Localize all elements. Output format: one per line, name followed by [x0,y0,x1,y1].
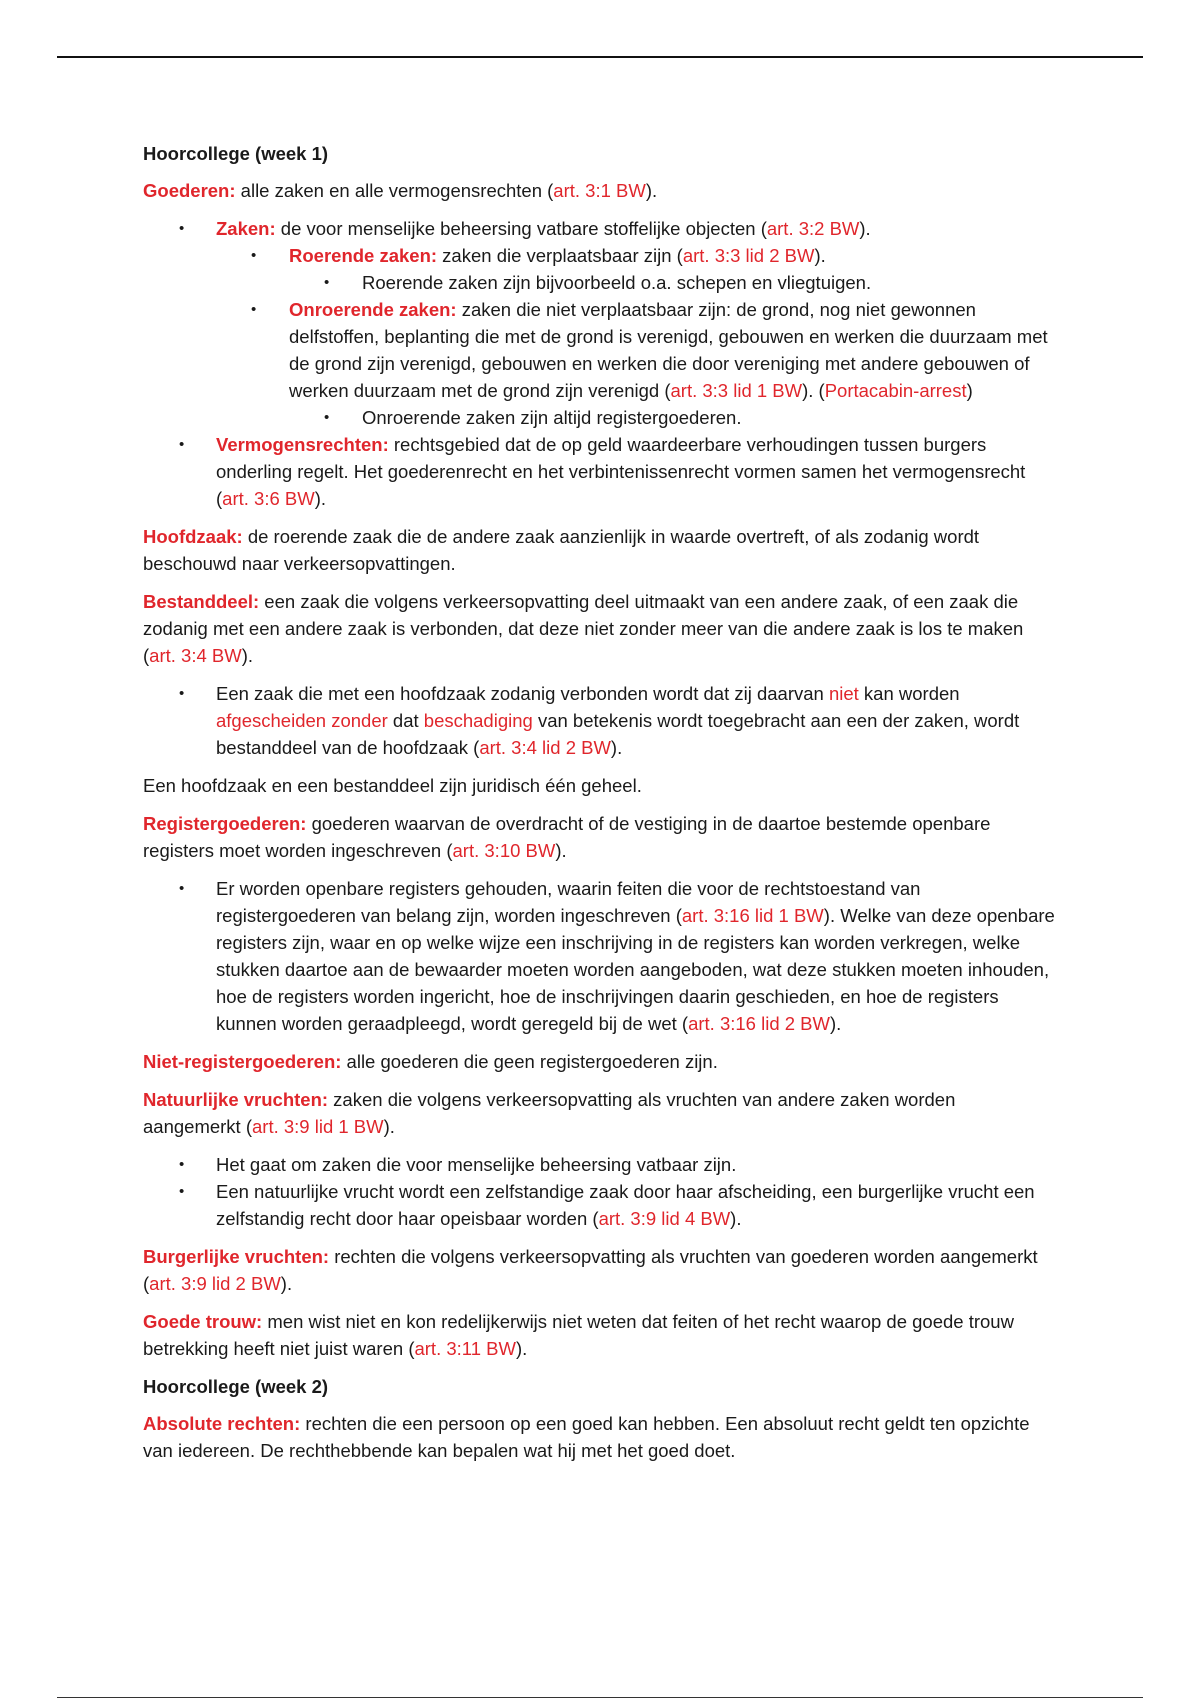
heading-week-2: Hoorcollege (week 2) [143,1376,329,1397]
highlight: niet [828,683,859,704]
article-reference: art. 3:3 lid 1 BW [670,380,803,401]
term: Registergoederen: [143,813,307,834]
definition-registergoederen: Registergoederen: goederen waarvan de overdracht of de vestiging in de daartoe bestemde openbare registers moet worden ingeschreven (art. 3:10 BW). [143,813,991,861]
term: Bestanddeel: [143,591,260,612]
heading-week-1: Hoorcollege (week 1) [143,143,329,164]
highlight: afgescheiden zonder [216,710,388,731]
term: Onroerende zaken: [289,299,457,320]
article-reference: art. 3:16 lid 1 BW [681,905,824,926]
article-reference: art. 3:9 lid 4 BW [598,1208,731,1229]
definition-burgerlijke-vruchten: Burgerlijke vruchten: rechten die volgens verkeersopvatting als vruchten van goederen worden aangemerkt (art. 3:9 lid 2 BW). [143,1246,1038,1294]
bullet-icon: • [179,220,185,237]
bullet-icon: • [179,1156,185,1173]
term: Goede trouw: [143,1311,263,1332]
list-item-vermogensrechten: • Vermogensrechten: rechtsgebied dat de op geld waardeerbare verhoudingen tussen burgers onderling regelt. Het goederenrecht en het verbintenissenrecht vormen samen het vermogensrecht (art. 3:6 BW). [143,431,1058,512]
bullet-icon: • [179,880,185,897]
document-page [143,140,1058,1475]
article-reference: art. 3:9 lid 2 BW [149,1273,281,1294]
list-item-onroerende-registergoed: • Onroerende zaken zijn altijd registergoederen. [143,404,1058,431]
bullet-icon: • [324,274,330,291]
term: Vermogensrechten: [216,434,389,455]
article-reference: art. 3:11 BW [414,1338,516,1359]
list-item-bestanddeel-regel: • Een zaak die met een hoofdzaak zodanig verbonden wordt dat zij daarvan niet kan worden afgescheiden zonder dat beschadiging van betekenis wordt toegebracht aan een der zaken, wordt bestanddeel van de hoofdzaak (art. 3:4 lid 2 BW). [143,680,1058,761]
highlight: beschadiging [423,710,533,731]
natuurlijke-vruchten-list [143,1151,1058,1232]
bullet-icon: • [251,301,257,318]
definition-hoofdzaak: Hoofdzaak: de roerende zaak die de andere zaak aanzienlijk in waarde overtreft, of als zodanig wordt beschouwd naar verkeersopvattingen. [143,526,980,574]
term: Niet-registergoederen: [143,1051,342,1072]
list-item-zelfstandige-zaak: • Een natuurlijke vrucht wordt een zelfstandige zaak door haar afscheiding, een burgerlijke vrucht een zelfstandig recht door haar opeisbaar worden (art. 3:9 lid 4 BW). [143,1178,1058,1232]
article-reference: art. 3:1 BW [553,180,646,201]
term: Natuurlijke vruchten: [143,1089,329,1110]
bullet-icon: • [179,436,185,453]
article-reference: art. 3:3 lid 2 BW [682,245,815,266]
term: Absolute rechten: [143,1413,301,1434]
header-rule [57,56,1143,58]
definition-bestanddeel: Bestanddeel: een zaak die volgens verkeersopvatting deel uitmaakt van een andere zaak, of een zaak die zodanig met een andere zaak is verbonden, dat deze niet zonder meer van die andere zaak is los te maken (art. 3:4 BW). [143,591,1024,666]
term: Hoofdzaak: [143,526,243,547]
list-item-roerende-voorbeeld: • Roerende zaken zijn bijvoorbeeld o.a. schepen en vliegtuigen. [143,269,1058,296]
article-reference: art. 3:4 BW [149,645,242,666]
goederen-list [143,215,1058,512]
term: Burgerlijke vruchten: [143,1246,330,1267]
list-item-openbare-registers: • Er worden openbare registers gehouden, waarin feiten die voor de rechtstoestand van registergoederen van belang zijn, worden ingeschreven (art. 3:16 lid 1 BW). Welke van deze openbare registers zijn, waar en op welke wijze een inschrijving in de registers kan worden verkregen, welke stukken daartoe aan de bewaarder moeten worden aangeboden, wat deze stukken moeten inhouden, hoe de registers worden ingericht, hoe de inschrijvingen daarin geschieden, en hoe de registers kunnen worden geraadpleegd, wordt geregeld bij de wet (art. 3:16 lid 2 BW). [143,875,1058,1037]
bullet-icon: • [179,1183,185,1200]
statement-geheel: Een hoofdzaak en een bestanddeel zijn juridisch één geheel. [143,775,642,796]
article-reference: art. 3:16 lid 2 BW [688,1013,830,1034]
bullet-icon: • [179,685,185,702]
term: Goederen: [143,180,236,201]
list-item-zaken: • Zaken: de voor menselijke beheersing vatbare stoffelijke objecten (art. 3:2 BW). [143,215,1058,242]
list-item-beheersing: • Het gaat om zaken die voor menselijke beheersing vatbaar zijn. [143,1151,1058,1178]
article-reference: art. 3:9 lid 1 BW [252,1116,384,1137]
case-reference: Portacabin-arrest [824,380,967,401]
definition-natuurlijke-vruchten: Natuurlijke vruchten: zaken die volgens verkeersopvatting als vruchten van andere zaken worden aangemerkt (art. 3:9 lid 1 BW). [143,1089,956,1137]
term: Roerende zaken: [289,245,438,266]
article-reference: art. 3:2 BW [766,218,860,239]
list-item-roerende-zaken: • Roerende zaken: zaken die verplaatsbaar zijn (art. 3:3 lid 2 BW). [143,242,1058,269]
bullet-icon: • [251,247,257,264]
article-reference: art. 3:10 BW [452,840,556,861]
bullet-icon: • [324,409,330,426]
article-reference: art. 3:4 lid 2 BW [479,737,611,758]
list-item-onroerende-zaken: • Onroerende zaken: zaken die niet verplaatsbaar zijn: de grond, nog niet gewonnen delfstoffen, beplanting die met de grond is verenigd, gebouwen en werken die duurzaam met de grond zijn verenigd, gebouwen en werken die door vereniging met andere gebouwen of werken duurzaam met de grond zijn verenigd (art. 3:3 lid 1 BW). (Portacabin-arrest) [143,296,1058,404]
article-reference: art. 3:6 BW [222,488,315,509]
definition-absolute-rechten: Absolute rechten: rechten die een persoon op een goed kan hebben. Een absoluut recht geldt ten opzichte van iedereen. De rechthebbende kan bepalen wat hij met het goed doet. [143,1413,1030,1461]
definition-niet-registergoederen: Niet-registergoederen: alle goederen die geen registergoederen zijn. [143,1051,718,1072]
definition-goederen: Goederen: alle zaken en alle vermogensrechten (art. 3:1 BW). [143,180,658,201]
registergoederen-list [143,875,1058,1037]
bestanddeel-list [143,680,1058,761]
term: Zaken: [216,218,276,239]
footer-rule [57,1697,1143,1698]
definition-goede-trouw: Goede trouw: men wist niet en kon redelijkerwijs niet weten dat feiten of het recht waarop de goede trouw betrekking heeft niet juist waren (art. 3:11 BW). [143,1311,1014,1359]
